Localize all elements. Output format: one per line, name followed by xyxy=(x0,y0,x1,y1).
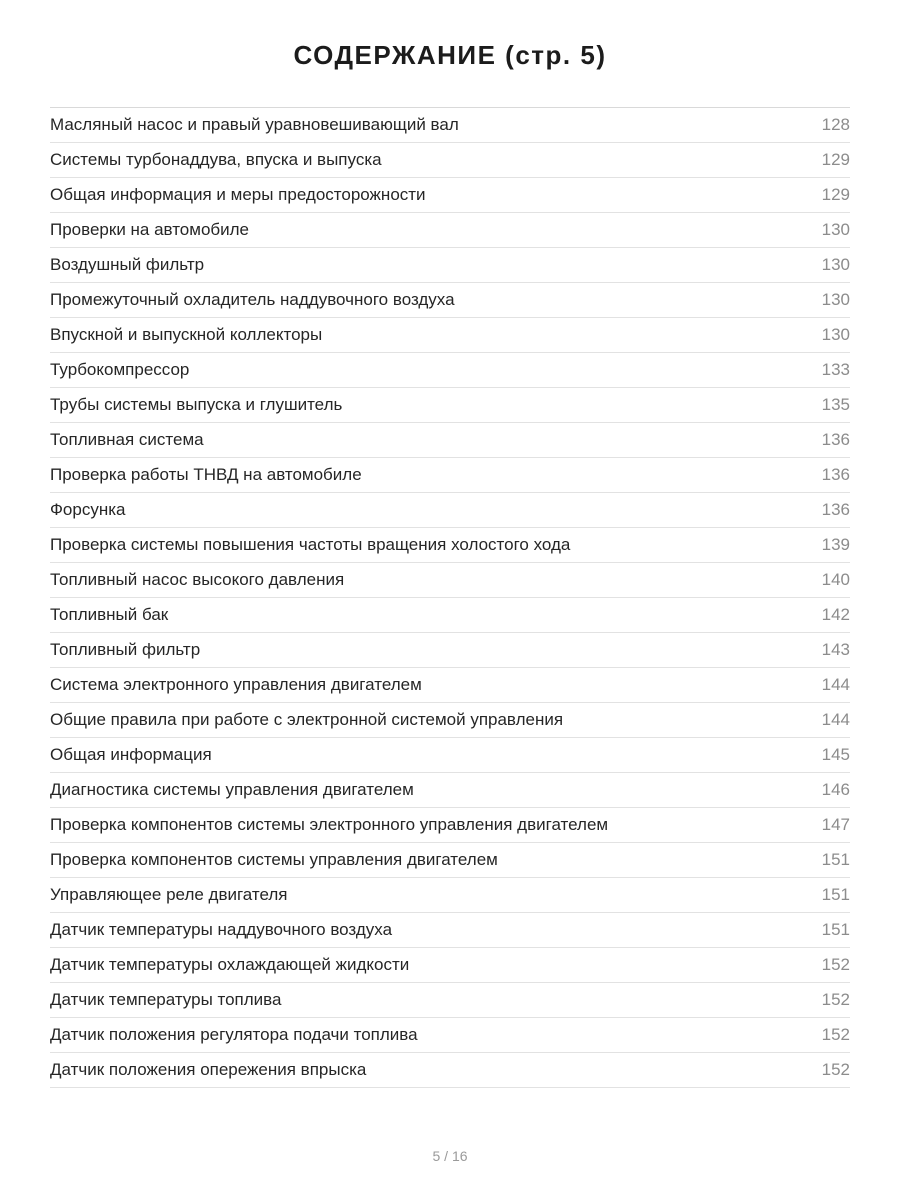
toc-entry-label: Турбокомпрессор xyxy=(50,360,190,379)
page-number-footer: 5 / 16 xyxy=(432,1148,468,1164)
toc-entry-label: Трубы системы выпуска и глушитель xyxy=(50,395,343,414)
toc-entry-page: 130 xyxy=(821,290,850,309)
toc-entry xyxy=(50,983,850,1018)
toc-entry-label: Общая информация и меры предосторожности xyxy=(50,185,426,204)
toc-entry xyxy=(50,773,850,808)
toc-entry xyxy=(50,108,850,143)
toc-entry-label: Топливный насос высокого давления xyxy=(50,570,345,589)
toc-entry-label: Проверки на автомобиле xyxy=(50,220,250,239)
toc-entry xyxy=(50,1018,850,1053)
toc-entry-label: Масляный насос и правый уравновешивающий вал xyxy=(50,115,459,134)
toc-entry xyxy=(50,458,850,493)
toc-entry-page: 152 xyxy=(821,1060,850,1079)
toc-entry-label: Управляющее реле двигателя xyxy=(50,885,288,904)
toc-entry-label: Топливный бак xyxy=(50,605,169,624)
toc-entry-page: 135 xyxy=(821,395,850,414)
toc-entry-label: Датчик температуры наддувочного воздуха xyxy=(50,920,393,939)
toc-entry-label: Проверка системы повышения частоты вращения холостого хода xyxy=(50,535,571,554)
toc-entry xyxy=(50,318,850,353)
toc-entry-page: 130 xyxy=(821,325,850,344)
toc-entry-page: 136 xyxy=(821,430,850,449)
toc-entry-label: Диагностика системы управления двигателем xyxy=(50,780,414,799)
toc-entry-label: Впускной и выпускной коллекторы xyxy=(50,325,323,344)
toc-entry-page: 152 xyxy=(821,1025,850,1044)
toc-entry-page: 129 xyxy=(821,150,850,169)
toc-entry xyxy=(50,213,850,248)
toc-entry xyxy=(50,353,850,388)
toc-entry-label: Проверка компонентов системы электронного управления двигателем xyxy=(50,815,609,834)
toc-entry-page: 140 xyxy=(821,570,850,589)
toc-entry xyxy=(50,948,850,983)
toc-entry xyxy=(50,423,850,458)
toc-entry xyxy=(50,703,850,738)
toc-list xyxy=(50,107,850,1088)
toc-entry-page: 152 xyxy=(821,990,850,1009)
toc-entry-label: Системы турбонаддува, впуска и выпуска xyxy=(50,150,382,169)
toc-entry xyxy=(50,738,850,773)
toc-entry-page: 146 xyxy=(821,780,850,799)
toc-entry-label: Датчик положения регулятора подачи топлива xyxy=(50,1025,418,1044)
toc-entry-page: 129 xyxy=(821,185,850,204)
toc-entry-page: 136 xyxy=(821,465,850,484)
toc-entry xyxy=(50,248,850,283)
toc-entry xyxy=(50,843,850,878)
toc-entry-label: Датчик температуры охлаждающей жидкости xyxy=(50,955,410,974)
toc-entry-label: Проверка работы ТНВД на автомобиле xyxy=(50,465,362,484)
toc-entry-label: Топливная система xyxy=(50,430,204,449)
toc-entry xyxy=(50,493,850,528)
toc-entry-page: 130 xyxy=(821,220,850,239)
toc-entry-label: Форсунка xyxy=(50,500,126,519)
toc-entry xyxy=(50,913,850,948)
toc-entry-page: 144 xyxy=(821,710,850,729)
toc-entry-page: 151 xyxy=(821,850,850,869)
toc-entry-page: 130 xyxy=(821,255,850,274)
toc-entry-page: 136 xyxy=(821,500,850,519)
toc-entry-page: 145 xyxy=(821,745,850,764)
toc-entry-label: Общая информация xyxy=(50,745,212,764)
toc-entry-page: 151 xyxy=(821,885,850,904)
toc-entry xyxy=(50,808,850,843)
toc-entry xyxy=(50,178,850,213)
toc-entry xyxy=(50,283,850,318)
toc-entry xyxy=(50,1053,850,1088)
toc-entry xyxy=(50,668,850,703)
toc-entry-page: 151 xyxy=(821,920,850,939)
toc-entry xyxy=(50,878,850,913)
toc-entry xyxy=(50,598,850,633)
toc-entry-page: 139 xyxy=(821,535,850,554)
page-title: СОДЕРЖАНИЕ (стр. 5) xyxy=(293,40,607,70)
toc-entry-page: 147 xyxy=(821,815,850,834)
toc-entry-label: Датчик температуры топлива xyxy=(50,990,282,1009)
toc-entry-page: 144 xyxy=(821,675,850,694)
toc-entry-page: 128 xyxy=(821,115,850,134)
toc-entry-label: Воздушный фильтр xyxy=(50,255,205,274)
toc-entry xyxy=(50,563,850,598)
toc-entry-page: 133 xyxy=(821,360,850,379)
toc-entry-page: 142 xyxy=(821,605,850,624)
toc-entry xyxy=(50,528,850,563)
toc-entry-page: 152 xyxy=(821,955,850,974)
toc-entry-page: 143 xyxy=(821,640,850,659)
toc-entry-label: Топливный фильтр xyxy=(50,640,201,659)
toc-entry-label: Проверка компонентов системы управления двигателем xyxy=(50,850,498,869)
toc-entry xyxy=(50,633,850,668)
toc-entry-label: Промежуточный охладитель наддувочного воздуха xyxy=(50,290,455,309)
toc-entry xyxy=(50,388,850,423)
toc-entry xyxy=(50,143,850,178)
toc-entry-label: Система электронного управления двигателем xyxy=(50,675,422,694)
toc-entry-label: Датчик положения опережения впрыска xyxy=(50,1060,367,1079)
toc-entry-label: Общие правила при работе с электронной системой управления xyxy=(50,710,564,729)
